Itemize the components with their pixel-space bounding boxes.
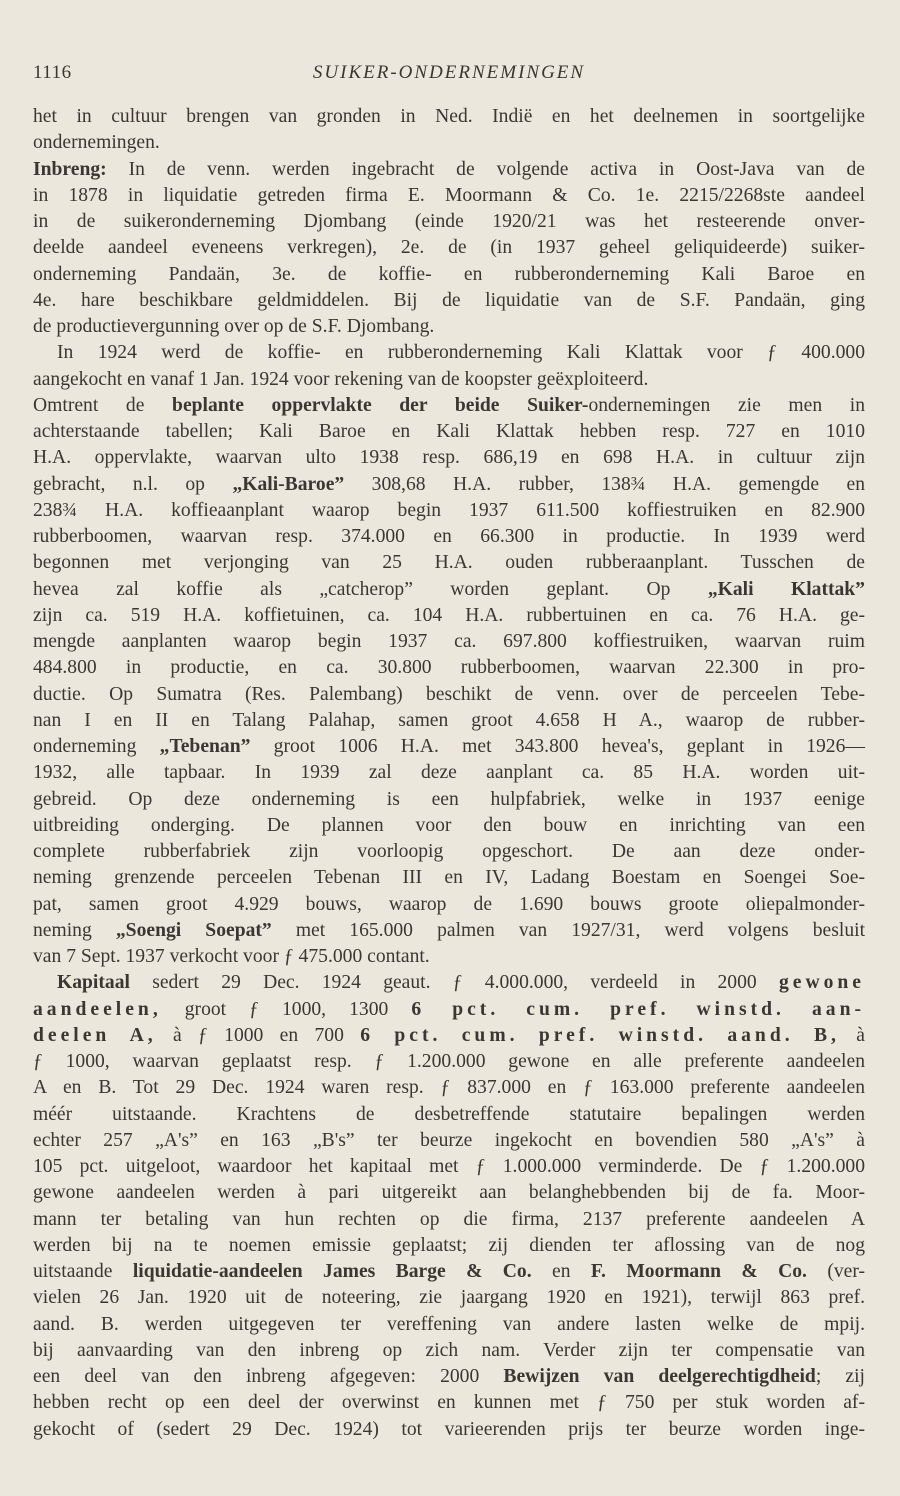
text-segment: gewone aandeelen werden à pari uitgereikt aan belanghebbenden bij de fa. Moor- <box>33 1182 865 1204</box>
text-segment: onderneming Pandaän, 3e. de koffie- en rubberonderneming Kali Baroe en <box>33 263 865 285</box>
text-line <box>33 918 865 944</box>
text-segment: zijn ca. 519 H.A. koffietuinen, ca. 104 H.A. rubbertuinen en ca. 76 H.A. ge- <box>33 604 865 626</box>
text-segment: onderneming <box>33 736 160 757</box>
text-segment: sedert 29 Dec. 1924 geaut. ƒ 4.000.000, verdeeld in 2000 <box>129 972 779 994</box>
text-line <box>33 603 865 629</box>
text-line <box>33 314 865 340</box>
emphasized-text: F. Moormann & Co. <box>590 1261 807 1282</box>
text-segment: mengde aanplanten waarop begin 1937 ca. 697.800 koffiestruiken, waarvan ruim <box>33 631 865 652</box>
text-line <box>33 577 865 603</box>
text-line <box>33 104 865 130</box>
text-segment: ductie. Op Sumatra (Res. Palembang) beschikt de venn. over de perceelen Tebe- <box>33 683 865 705</box>
emphasized-text: „Soengi Soepat” <box>115 919 272 941</box>
emphasized-text: Kapitaal <box>57 972 130 994</box>
text-line <box>33 1049 865 1075</box>
text-segment: van 7 Sept. 1937 verkocht voor ƒ 475.000 contant. <box>33 946 430 967</box>
text-line <box>33 157 865 183</box>
text-line <box>33 734 865 760</box>
text-segment: à ƒ 1000 en 700 <box>156 1024 361 1046</box>
running-title: SUIKER-ONDERNEMINGEN <box>312 62 586 83</box>
text-segment: neming <box>33 919 116 941</box>
page-number: 1116 <box>33 62 72 83</box>
text-line <box>33 367 865 393</box>
text-segment: bij aanvaarding van den inbreng op zich nam. Verder zijn ter compensatie van <box>33 1339 865 1361</box>
text-segment: ƒ 1000, waarvan geplaatst resp. ƒ 1.200.000 gewone en alle preferente aandeelen <box>33 1051 865 1072</box>
text-line <box>33 1417 865 1443</box>
text-line <box>33 1259 865 1285</box>
text-segment: pat, samen groot 4.929 bouws, waarop de 1.690 bouws groote oliepalmonder- <box>33 893 865 915</box>
text-segment: gebreid. Op deze onderneming is een hulpfabriek, welke in 1937 eenige <box>33 788 865 810</box>
text-segment: achterstaande tabellen; Kali Baroe en Kali Klattak hebben resp. 727 en 1010 <box>33 421 865 442</box>
text-line <box>33 1102 865 1128</box>
text-segment: een deel van den inbreng afgegeven: 2000 <box>33 1366 504 1387</box>
text-line <box>33 944 865 970</box>
emphasized-text: Inbreng: <box>33 158 107 180</box>
text-line <box>33 235 865 261</box>
text-line <box>33 393 865 419</box>
emphasized-text: liquidatie-aandeelen James Barge & Co. <box>132 1261 532 1282</box>
text-line <box>33 1075 865 1101</box>
text-line <box>33 183 865 209</box>
text-line <box>33 865 865 891</box>
text-line <box>33 655 865 681</box>
text-line <box>33 813 865 839</box>
text-line <box>33 892 865 918</box>
text-segment: mann ter betaling van hun rechten op die firma, 2137 preferente aandeelen A <box>33 1208 865 1230</box>
text-line <box>33 524 865 550</box>
text-segment: werden bij na te noemen emissie geplaatst; zij dienden ter aflossing van de nog <box>33 1234 865 1256</box>
emphasized-text: deelen A, <box>33 1024 157 1046</box>
text-line <box>33 682 865 708</box>
text-line <box>33 1128 865 1154</box>
text-segment: aangekocht en vanaf 1 Jan. 1924 voor rekening van de koopster geëxploiteerd. <box>33 368 649 390</box>
text-segment: rubberboomen, waarvan resp. 374.000 en 66.300 in productie. In 1939 werd <box>33 526 865 547</box>
text-line <box>33 1180 865 1206</box>
text-segment: In de venn. werden ingebracht de volgende activa in Oost-Java van de <box>106 158 865 180</box>
text-segment: in 1878 in liquidatie getreden firma E. Moormann & Co. 1e. 2215/2268ste aandeel <box>33 184 865 206</box>
text-segment: complete rubberfabriek zijn voorloopig opgeschort. De aan deze onder- <box>33 841 865 862</box>
text-line <box>33 130 865 156</box>
text-segment: 1932, alle tapbaar. In 1939 zal deze aanplant ca. 85 H.A. worden uit- <box>33 762 865 784</box>
text-line <box>33 262 865 288</box>
text-segment: vielen 26 Jan. 1920 uit de noteering, zie jaargang 1920 en 1921), terwijl 863 pref. <box>33 1287 865 1309</box>
text-line <box>33 550 865 576</box>
text-segment: gebracht, n.l. op <box>33 473 233 495</box>
text-segment: 105 pct. uitgeloot, waardoor het kapitaal met ƒ 1.000.000 verminderde. De ƒ 1.200.000 <box>33 1156 865 1177</box>
text-line <box>33 209 865 235</box>
emphasized-text: „Kali-Baroe” <box>232 473 345 495</box>
emphasized-text: 6 pct. cum. pref. winstd. aand. B, <box>360 1024 840 1046</box>
text-line <box>33 1207 865 1233</box>
text-line <box>33 1390 865 1416</box>
text-line <box>33 419 865 445</box>
text-segment: uitstaande <box>33 1261 133 1282</box>
text-segment: en <box>531 1261 591 1282</box>
text-segment: hevea zal koffie als „catcherop” worden geplant. Op <box>33 578 708 600</box>
emphasized-text: gewone <box>778 972 865 994</box>
text-segment: echter 257 „A's” en 163 „B's” ter beurze ingekocht en bovendien 580 „A's” à <box>33 1129 865 1151</box>
emphasized-text: beplante oppervlakte der beide Suiker- <box>172 394 589 416</box>
text-segment: groot ƒ 1000, 1300 <box>161 998 412 1020</box>
text-segment: aand. B. werden uitgegeven ter vereffening van andere lasten welke de mpij. <box>33 1313 865 1335</box>
text-line <box>33 340 865 366</box>
text-line <box>33 1364 865 1390</box>
text-line <box>33 787 865 813</box>
text-line <box>33 1233 865 1259</box>
text-segment: nan I en II en Talang Palahap, samen groot 4.658 H A., waarop de rubber- <box>33 709 865 731</box>
text-line <box>33 472 865 498</box>
text-line <box>33 997 865 1023</box>
text-segment: 308,68 H.A. rubber, 138¾ H.A. gemengde en <box>344 473 865 495</box>
text-segment: ondernemingen. <box>33 132 160 154</box>
text-segment: in de suikeronderneming Djombang (einde 1920/21 was het resteerende onver- <box>33 211 865 232</box>
text-segment: à <box>839 1024 865 1046</box>
text-segment: (ver- <box>806 1261 865 1282</box>
text-segment: hebben recht op een deel der overwinst en kunnen met ƒ 750 per stuk worden af- <box>33 1392 865 1414</box>
text-line <box>33 1312 865 1338</box>
text-line <box>33 1338 865 1364</box>
page-header <box>33 62 865 92</box>
text-segment: A en B. Tot 29 Dec. 1924 waren resp. ƒ 837.000 en ƒ 163.000 preferente aandeelen <box>33 1077 865 1099</box>
body-text <box>33 104 865 1443</box>
emphasized-text: „Tebenan” <box>159 736 251 757</box>
text-line <box>33 1154 865 1180</box>
text-segment: 238¾ H.A. koffieaanplant waarop begin 1937 611.500 koffiestruiken en 82.900 <box>33 499 865 521</box>
text-segment: gekocht of (sedert 29 Dec. 1924) tot varieerenden prijs ter beurze worden inge- <box>33 1418 865 1440</box>
text-line <box>33 445 865 471</box>
text-segment: ondernemingen zie men in <box>588 394 865 416</box>
text-line <box>33 1285 865 1311</box>
text-line <box>33 970 865 996</box>
emphasized-text: „Kali Klattak” <box>707 578 865 600</box>
text-segment: neming grenzende perceelen Tebenan III en IV, Ladang Boestam en Soengei Soe- <box>33 867 865 889</box>
text-segment: met 165.000 palmen van 1927/31, werd volgens besluit <box>271 919 866 941</box>
emphasized-text: Bewijzen van deelgerechtigdheid <box>503 1366 816 1387</box>
text-line <box>33 1023 865 1049</box>
text-line <box>33 839 865 865</box>
text-segment: begonnen met verjonging van 25 H.A. ouden rubberaanplant. Tusschen de <box>33 552 865 574</box>
text-segment: uitbreiding onderging. De plannen voor den bouw en inrichting van een <box>33 814 865 836</box>
text-segment: de productievergunning over op de S.F. Djombang. <box>33 316 435 337</box>
text-line <box>33 498 865 524</box>
emphasized-text: 6 pct. cum. pref. winstd. aan- <box>411 998 866 1020</box>
text-segment: groot 1006 H.A. met 343.800 hevea's, geplant in 1926— <box>250 736 865 757</box>
text-line <box>33 629 865 655</box>
text-segment: Omtrent de <box>33 394 173 416</box>
emphasized-text: aandeelen, <box>33 998 162 1020</box>
text-segment: 484.800 in productie, en ca. 30.800 rubberboomen, waarvan 22.300 in pro- <box>33 657 865 679</box>
text-line <box>33 288 865 314</box>
text-line <box>33 708 865 734</box>
text-segment: ; zij <box>815 1366 865 1387</box>
text-segment: H.A. oppervlakte, waarvan ulto 1938 resp. 686,19 en 698 H.A. in cultuur zijn <box>33 447 865 469</box>
text-segment: In 1924 werd de koffie- en rubberonderneming Kali Klattak voor ƒ 400.000 <box>57 342 865 364</box>
text-segment: 4e. hare beschikbare geldmiddelen. Bij de liquidatie van de S.F. Pandaän, ging <box>33 289 865 311</box>
text-segment: het in cultuur brengen van gronden in Ned. Indië en het deelnemen in soortgelijke <box>33 106 865 127</box>
text-line <box>33 760 865 786</box>
text-segment: deelde aandeel eveneens verkregen), 2e. de (in 1937 geheel geliquideerde) suiker- <box>33 237 865 259</box>
text-segment: méér uitstaande. Krachtens de desbetreffende statutaire bepalingen werden <box>33 1103 865 1125</box>
